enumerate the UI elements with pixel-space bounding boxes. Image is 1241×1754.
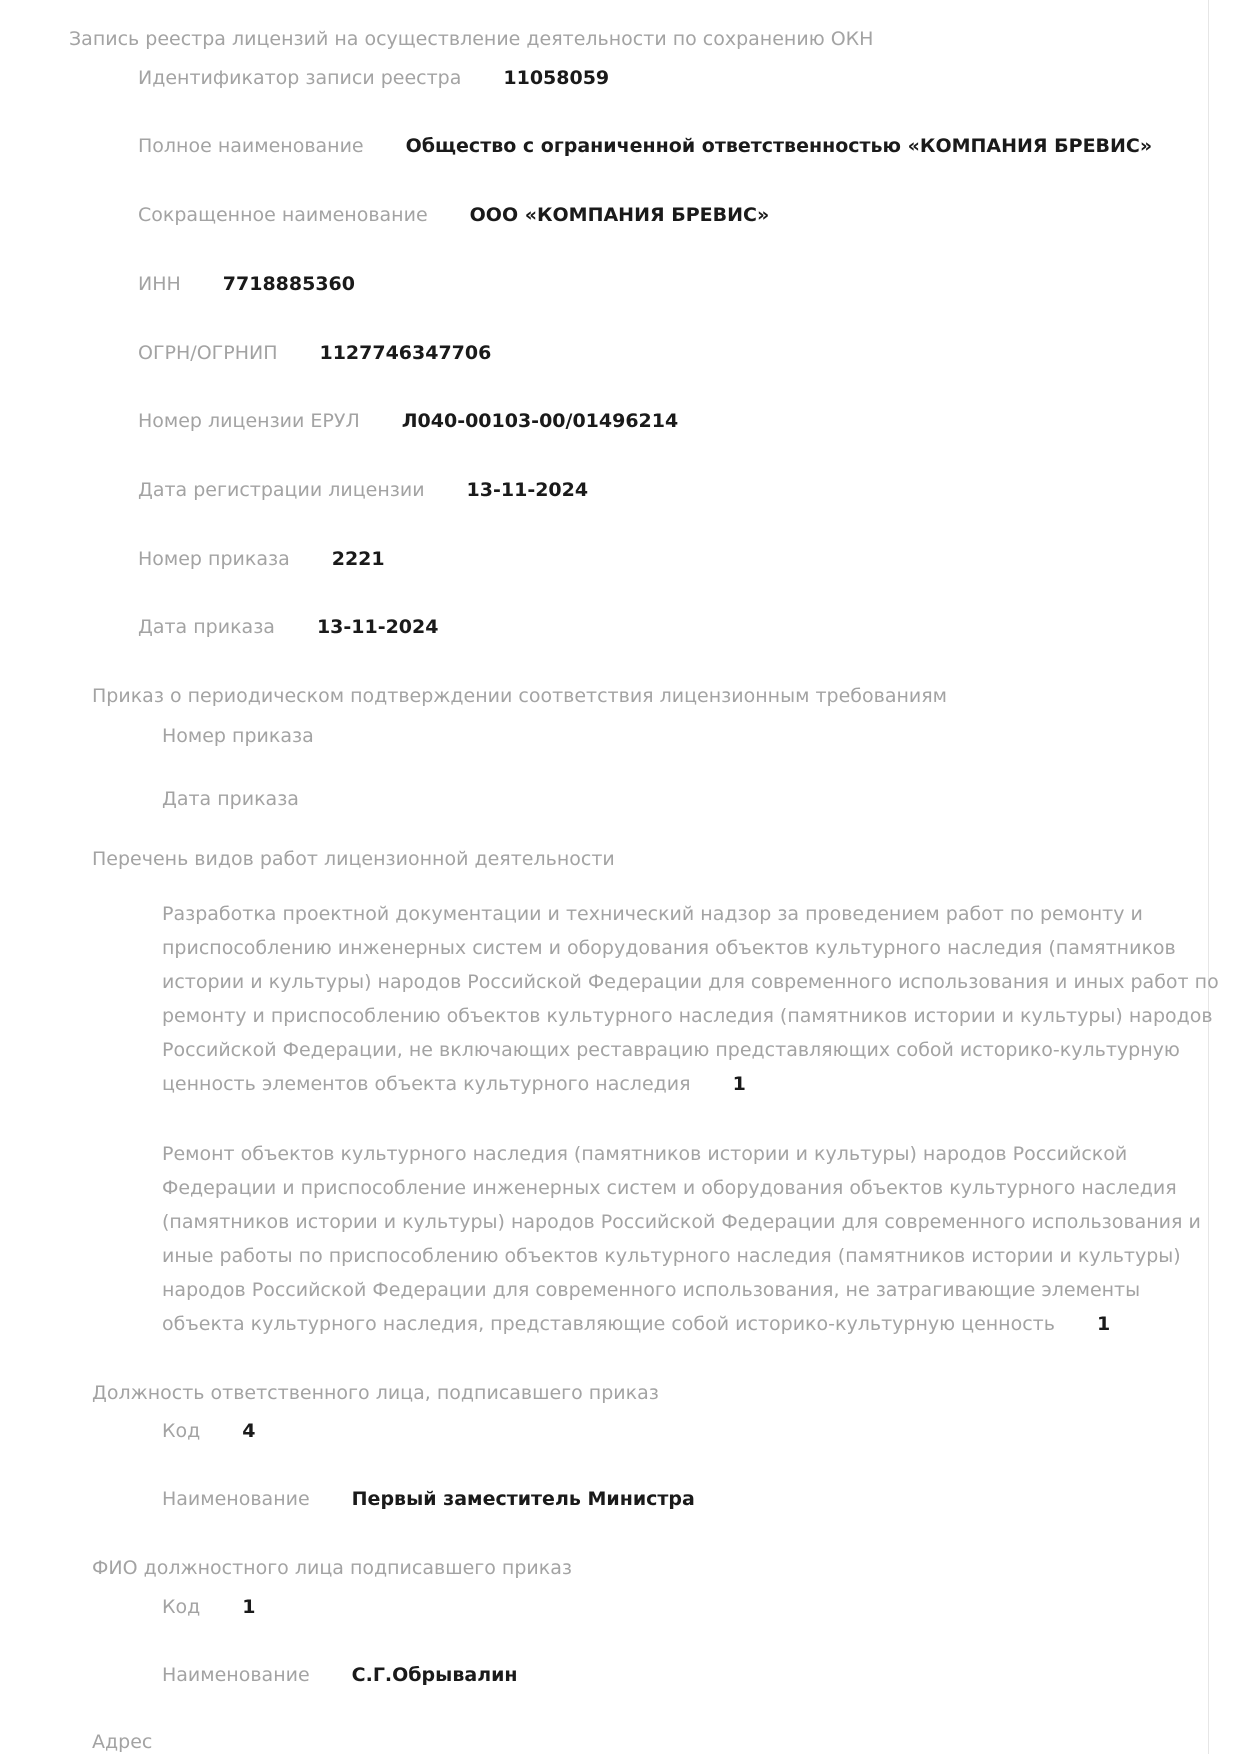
field-label: Наименование — [162, 1488, 310, 1510]
field-label: Код — [162, 1420, 201, 1442]
field-license-date — [138, 478, 588, 503]
field-order-number — [138, 547, 385, 572]
work-item-text: Разработка проектной документации и технический надзор за проведением работ по ремонту и приспособлению инженерных систем и оборудования объектов культурного наследия (памятников истории и культуры) народов Российской Федерации для современного использования и иных работ по ремонту и приспособлению объектов культурного наследия (памятников истории и культуры) народов Российской Федерации, не включающих реставрацию представляющих собой историко-культурную ценность элементов объекта культурного наследия — [162, 903, 1219, 1095]
field-label: Номер приказа — [138, 548, 290, 570]
work-item-value: 1 — [1096, 1313, 1111, 1335]
field-inn — [138, 272, 355, 297]
signer-position-name — [162, 1487, 695, 1512]
signer-name-code — [162, 1595, 256, 1620]
field-short-name — [138, 203, 769, 228]
field-label: Дата регистрации лицензии — [138, 479, 425, 501]
signer-name-name — [162, 1663, 518, 1688]
field-label: Наименование — [162, 1664, 310, 1686]
field-label: Код — [162, 1596, 201, 1618]
work-item — [162, 1137, 1222, 1341]
field-label: Номер приказа — [162, 725, 314, 747]
record-section-title: Запись реестра лицензий на осуществление деятельности по сохранению ОКН — [69, 28, 874, 50]
field-ogrn — [138, 341, 491, 366]
field-order-date — [138, 615, 438, 640]
confirmation-order-number — [162, 724, 314, 749]
field-value: 11058059 — [503, 67, 610, 89]
field-label: ИНН — [138, 273, 181, 295]
field-value: 7718885360 — [222, 273, 355, 295]
field-full-name — [138, 134, 1152, 159]
signer-position-code — [162, 1419, 256, 1444]
field-label: Номер лицензии ЕРУЛ — [138, 410, 360, 432]
confirmation-order-date — [162, 787, 299, 812]
field-value: 13-11-2024 — [466, 479, 589, 501]
field-value: ООО «КОМПАНИЯ БРЕВИС» — [469, 204, 770, 226]
field-value: Первый заместитель Министра — [351, 1488, 695, 1510]
field-value: 1 — [242, 1596, 256, 1618]
field-value: 13-11-2024 — [316, 616, 439, 638]
field-label: Полное наименование — [138, 135, 364, 157]
field-label: Идентификатор записи реестра — [138, 67, 462, 89]
field-label: Дата приказа — [162, 788, 299, 810]
signer-name-title: ФИО должностного лица подписавшего приказ — [92, 1557, 572, 1579]
field-value: 2221 — [331, 548, 385, 570]
work-item — [162, 897, 1222, 1101]
work-item-text: Ремонт объектов культурного наследия (памятников истории и культуры) народов Российской Федерации и приспособление инженерных систем и оборудования объектов культурного наследия (памятников истории и культуры) народов Российской Федерации для современного использования и иные работы по приспособлению объектов культурного наследия (памятников истории и культуры) народов Российской Федерации для современного использования, не затрагивающие элементы объекта культурного наследия, представляющие собой историко-культурную ценность — [162, 1143, 1201, 1335]
field-value: Общество с ограниченной ответственностью «КОМПАНИЯ БРЕВИС» — [405, 135, 1153, 157]
field-label: Дата приказа — [138, 616, 275, 638]
works-list-title: Перечень видов работ лицензионной деятельности — [92, 848, 615, 870]
field-value: Л040-00103-00/01496214 — [401, 410, 679, 432]
field-value: С.Г.Обрывалин — [351, 1664, 518, 1686]
field-license-number — [138, 409, 678, 434]
field-label: Сокращенное наименование — [138, 204, 428, 226]
field-value: 4 — [242, 1420, 256, 1442]
confirmation-order-title: Приказ о периодическом подтверждении соответствия лицензионным требованиям — [92, 685, 947, 707]
address-title: Адрес — [92, 1731, 153, 1753]
signer-position-title: Должность ответственного лица, подписавшего приказ — [92, 1382, 659, 1404]
field-record-id — [138, 66, 609, 91]
field-value: 1127746347706 — [319, 342, 492, 364]
work-item-value: 1 — [732, 1073, 746, 1095]
right-border-line — [1208, 0, 1209, 1754]
field-label: ОГРН/ОГРНИП — [138, 342, 278, 364]
